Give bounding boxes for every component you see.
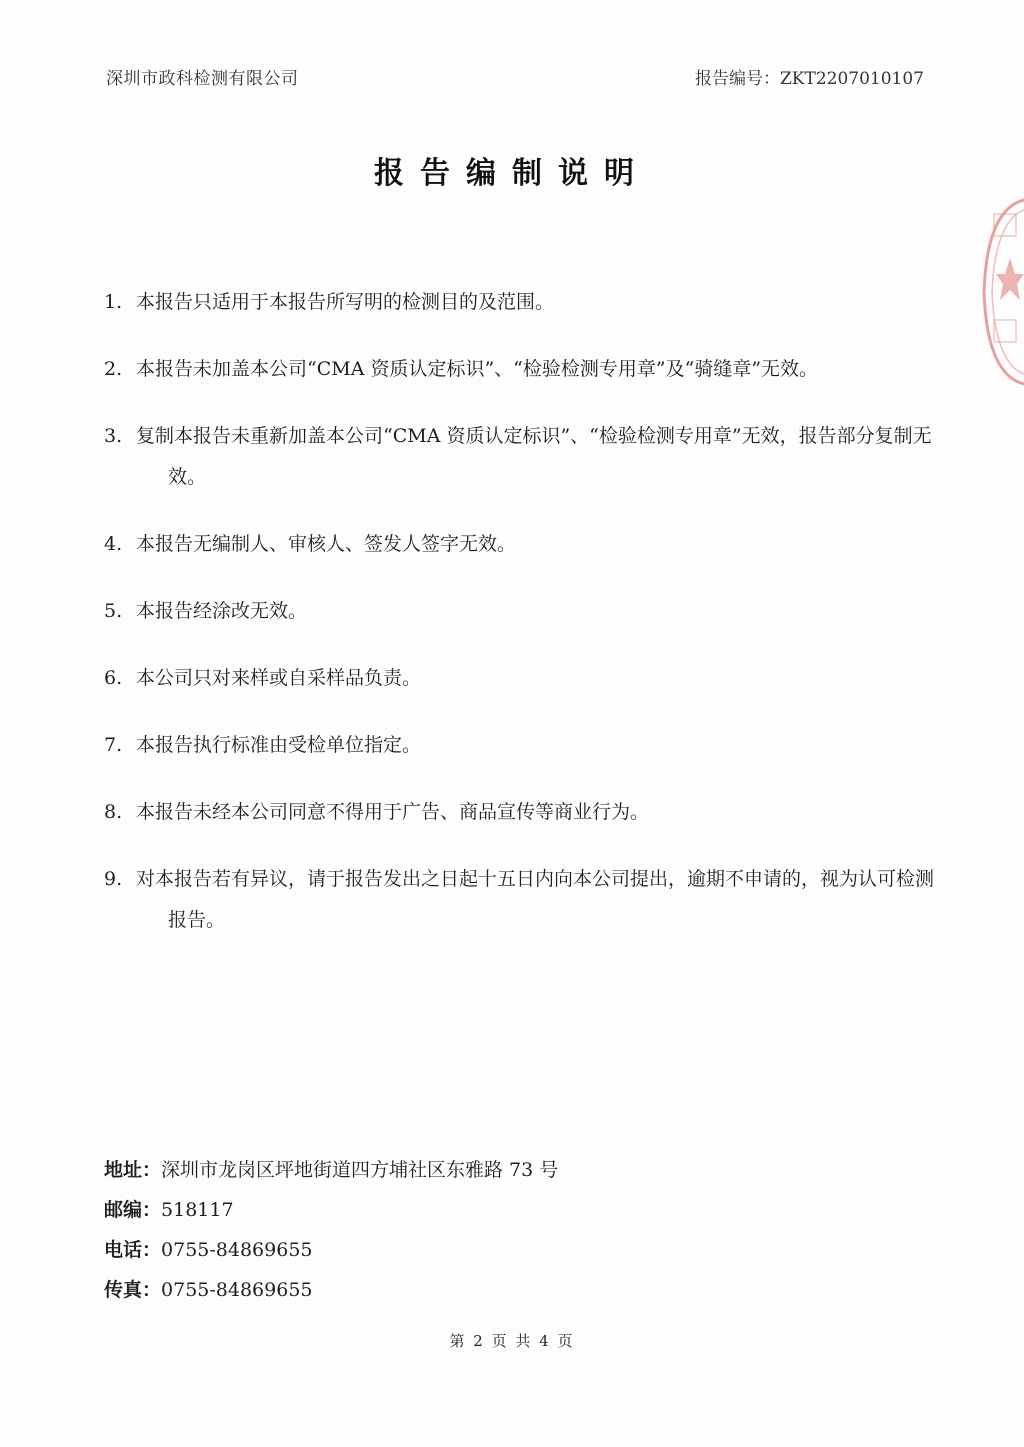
item-text: 本报告无编制人、审核人、签发人签字无效。 [136,533,517,555]
phone-value: 0755-84869655 [161,1239,313,1261]
report-number-label: 报告编号： [694,69,780,89]
postcode-row [104,1190,558,1230]
seal-stamp-icon [980,196,1024,388]
list-item [104,416,934,498]
company-name: 深圳市政科检测有限公司 [106,69,299,89]
contact-block [104,1150,558,1310]
list-item [104,725,934,766]
item-text: 本公司只对来样或自采样品负责。 [136,667,422,689]
item-text: 本报告未经本公司同意不得用于广告、商品宣传等商业行为。 [136,801,650,823]
item-number: 3. [104,425,123,447]
item-number: 6. [104,667,123,689]
item-text: 复制本报告未重新加盖本公司“CMA 资质认定标识”、“检验检测专用章”无效，报告部分复制无效。 [136,425,932,488]
page-title: 报告编制说明 [374,156,650,191]
report-number [695,64,924,89]
list-item [104,658,934,699]
item-number: 5. [104,600,123,622]
item-number: 1. [104,291,123,313]
item-number: 2. [104,358,123,380]
item-number: 9. [104,868,123,890]
item-number: 8. [104,801,123,823]
instructions-list [104,282,934,967]
address-row [104,1150,558,1190]
item-number: 4. [104,533,123,555]
fax-value: 0755-84869655 [161,1279,313,1301]
item-text: 本报告只适用于本报告所写明的检测目的及范围。 [136,291,555,313]
fax-label: 传真： [104,1279,162,1301]
postcode-label: 邮编： [104,1199,162,1221]
address-value: 深圳市龙岗区坪地街道四方埔社区东雅路 73 号 [161,1159,559,1181]
list-item [104,349,934,390]
list-item [104,859,934,941]
phone-row [104,1230,558,1270]
item-number: 7. [104,734,123,756]
report-number-value: ZKT2207010107 [779,69,924,89]
list-item [104,282,934,323]
postcode-value: 518117 [161,1199,234,1221]
item-text: 本报告经涂改无效。 [136,600,308,622]
list-item [104,792,934,833]
address-label: 地址： [104,1159,162,1181]
item-text: 对本报告若有异议，请于报告发出之日起十五日内向本公司提出，逾期不申请的，视为认可检测报告。 [136,868,935,931]
item-text: 本报告执行标准由受检单位指定。 [136,734,422,756]
list-item [104,524,934,565]
page-number: 第 2 页 共 4 页 [449,1332,575,1350]
item-text: 本报告未加盖本公司“CMA 资质认定标识”、“检验检测专用章”及“骑缝章”无效。 [136,358,819,380]
phone-label: 电话： [104,1239,162,1261]
fax-row [104,1270,558,1310]
list-item [104,591,934,632]
